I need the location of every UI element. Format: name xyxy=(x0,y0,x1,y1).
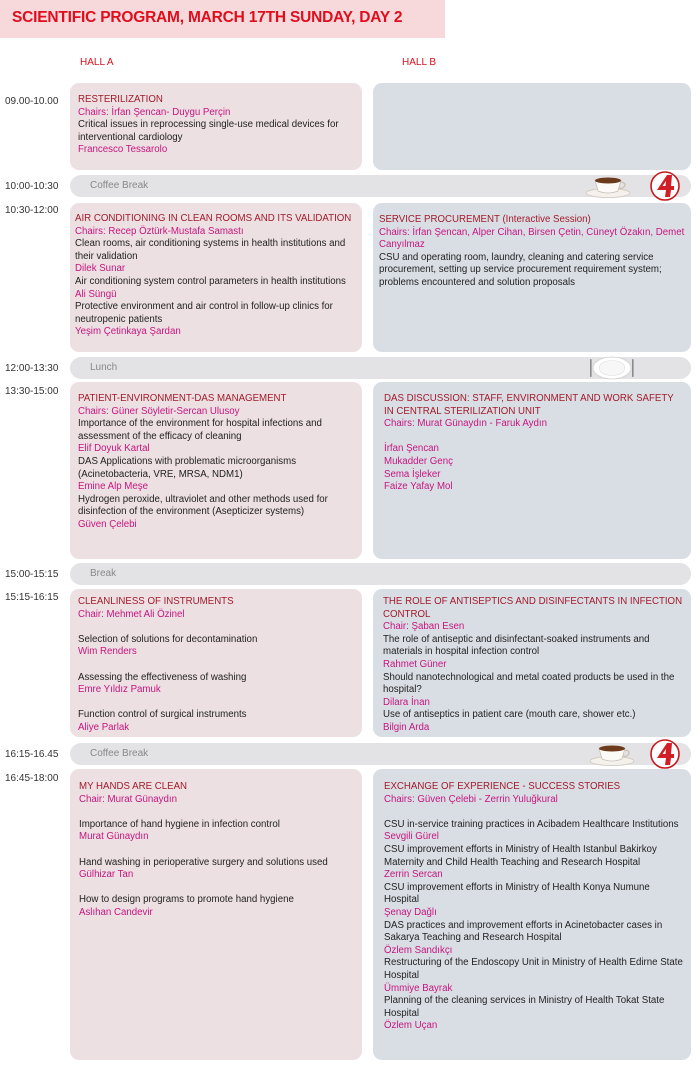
session-chairs: Chairs: İrfan Şencan- Duygu Perçin xyxy=(78,106,231,118)
speaker-name: Ali Süngü xyxy=(75,288,117,300)
session-my-hands-are-clean xyxy=(70,769,362,1060)
time-slot: 10:00-10:30 xyxy=(5,181,59,192)
talk-title: CSU in-service training practices in Acibadem Healthcare Institutions xyxy=(384,818,679,830)
time-slot: 16:15-16.45 xyxy=(5,749,59,760)
session-title: THE ROLE OF ANTISEPTICS AND DISINFECTANTS IN INFECTION CONTROL xyxy=(383,596,683,620)
time-slot: 15:00-15:15 xyxy=(5,569,59,580)
talk-title: CSU improvement efforts in Ministry of Health Istanbul Bakirkoy Maternity and Child Health Teaching and Research Hospital xyxy=(384,843,657,868)
session-service-procurement xyxy=(373,203,691,352)
speaker-name: Gülhizar Tan xyxy=(79,869,134,881)
session-chairs: Chair: Şaban Esen xyxy=(383,621,465,633)
speaker-name: Dilek Sunar xyxy=(75,263,126,275)
talk-title: Use of antiseptics in patient care (mouth care, shower etc.) xyxy=(383,709,636,721)
session-chairs: Chairs: İrfan Şencan, Alper Cihan, Birsen Çetin, Cüneyt Özakın, Demet Canyılmaz xyxy=(379,226,685,251)
talk-title: Hydrogen peroxide, ultraviolet and other methods used for disinfection of the environment (Asepticizer systems) xyxy=(78,493,328,518)
title-bar xyxy=(0,0,445,38)
talk-title: Air conditioning system control parameters in health institutions xyxy=(75,275,346,287)
session-exchange-of-experience xyxy=(373,769,691,1060)
speaker-name: Özlem Uçan xyxy=(384,1020,438,1032)
speaker-name: Zerrin Sercan xyxy=(384,869,443,881)
coffee-cup-icon xyxy=(584,174,632,198)
session-antiseptics-disinfectants xyxy=(373,589,691,737)
speaker-name: Emre Yıldız Pamuk xyxy=(78,684,161,696)
speaker-name: Murat Günaydın xyxy=(79,831,149,843)
speaker-name: Aslıhan Candevir xyxy=(79,906,153,918)
speaker-name: Yeşim Çetinkaya Şardan xyxy=(75,326,181,338)
session-cleanliness-of-instruments xyxy=(70,589,362,737)
session-title: SERVICE PROCUREMENT (Interactive Session) xyxy=(379,214,591,225)
panelist-name: Sema İşleker xyxy=(384,468,441,480)
speaker-name: Francesco Tessarolo xyxy=(78,144,168,156)
talk-title: Restructuring of the Endoscopy Unit in Ministry of Health Edirne State Hospital xyxy=(384,957,683,981)
speaker-name: Şenay Dağlı xyxy=(384,906,437,918)
talk-title: Hand washing in perioperative surgery and solutions used xyxy=(79,856,328,868)
panelist-name: Mukadder Genç xyxy=(384,455,453,467)
time-slot: 09.00-10.00 xyxy=(5,96,59,107)
coffee-cup-icon xyxy=(588,742,636,766)
plate-icon xyxy=(588,356,636,380)
talk-title: Protective environment and air control in follow-up clinics for neutropenic patients xyxy=(75,301,333,325)
session-chairs: Chair: Murat Günaydın xyxy=(79,793,177,805)
time-slot: 12:00-13:30 xyxy=(5,363,59,374)
session-das-discussion xyxy=(373,382,691,559)
session-air-conditioning xyxy=(70,203,362,352)
hall-b-empty-slot xyxy=(373,83,691,170)
speaker-name: Elif Doyuk Kartal xyxy=(78,443,150,455)
session-chairs: Chairs: Recep Öztürk-Mustafa Samastı xyxy=(75,225,244,237)
session-description: CSU and operating room, laundry, cleaning and catering service procurement, setting up service procurement requirement system; problems encountered and solution proposals xyxy=(379,251,662,288)
break-label: Break xyxy=(90,568,117,579)
speaker-name: Ümmiye Bayrak xyxy=(384,982,453,994)
session-title: EXCHANGE OF EXPERIENCE - SUCCESS STORIES xyxy=(384,781,621,792)
talk-title: Assessing the effectiveness of washing xyxy=(78,671,247,683)
panelist-name: İrfan Şencan xyxy=(384,443,439,455)
talk-title: DAS Applications with problematic microorganisms (Acinetobacteria, VRE, MRSA, NDM1) xyxy=(78,455,297,480)
speaker-name: Aliye Parlak xyxy=(78,721,130,733)
page-title: SCIENTIFIC PROGRAM, MARCH 17TH SUNDAY, DAY 2 xyxy=(12,9,403,26)
speaker-name: Sevgili Gürel xyxy=(384,831,439,843)
session-chairs: Chairs: Murat Günaydın - Faruk Aydın xyxy=(384,418,547,430)
session-title: MY HANDS ARE CLEAN xyxy=(79,781,188,792)
speaker-name: Özlem Sandıkçı xyxy=(384,944,453,956)
talk-title: Critical issues in reprocessing single-use medical devices for interventional cardiology xyxy=(78,119,339,143)
session-chairs: Chairs: Güven Çelebi - Zerrin Yuluğkural xyxy=(384,793,558,805)
break-label: Coffee Break xyxy=(90,748,149,759)
break-label: Coffee Break xyxy=(90,180,149,191)
session-patient-environment xyxy=(70,382,362,559)
speaker-name: Rahmet Güner xyxy=(383,658,447,670)
talk-title: The role of antiseptic and disinfectant-soaked instruments and materials in hospital infection control xyxy=(383,633,650,658)
session-chairs: Chairs: Güner Söyletir-Sercan Ulusoy xyxy=(78,405,240,417)
talk-title: How to design programs to promote hand hygiene xyxy=(79,894,294,906)
talk-title: Function control of surgical instruments xyxy=(78,709,247,721)
talk-title: Importance of hand hygiene in infection control xyxy=(79,818,280,830)
speaker-name: Dilara İnan xyxy=(383,696,430,708)
time-slot: 15:15-16:15 xyxy=(5,592,59,603)
session-title: AIR CONDITIONING IN CLEAN ROOMS AND ITS VALIDATION xyxy=(75,213,352,224)
talk-title: CSU improvement efforts in Ministry of Health Konya Numune Hospital xyxy=(384,881,650,906)
panelist-name: Faize Yafay Mol xyxy=(384,481,453,493)
speaker-name: Emine Alp Meşe xyxy=(78,481,148,493)
session-title: CLEANLINESS OF INSTRUMENTS xyxy=(78,596,234,607)
speaker-name: Wim Renders xyxy=(78,646,137,658)
talk-title: Should nanotechnological and metal coated products be used in the hospital? xyxy=(383,671,675,696)
talk-title: DAS practices and improvement efforts in Acinetobacter cases in Sakarya Teaching and Research Hospital xyxy=(384,919,663,944)
time-slot: 16:45-18:00 xyxy=(5,773,59,784)
talk-title: Importance of the environment for hospital infections and assessment of the efficacy of cleaning xyxy=(78,418,322,442)
brand-logo-4-icon xyxy=(650,171,680,201)
speaker-name: Güven Çelebi xyxy=(78,518,137,530)
talk-title: Planning of the cleaning services in Ministry of Health Tokat State Hospital xyxy=(384,995,665,1019)
session-title: PATIENT-ENVIRONMENT-DAS MANAGEMENT xyxy=(78,393,287,404)
hall-a-header: HALL A xyxy=(80,57,114,68)
break-label: Lunch xyxy=(90,362,118,373)
speaker-name: Bilgin Arda xyxy=(383,721,430,733)
brand-logo-4-icon xyxy=(650,739,680,769)
session-chairs: Chair: Mehmet Ali Özinel xyxy=(78,608,185,620)
session-resterilization xyxy=(70,83,362,170)
hall-b-header: HALL B xyxy=(402,57,437,68)
time-slot: 13:30-15:00 xyxy=(5,386,59,397)
session-title: RESTERILIZATION xyxy=(78,94,163,105)
session-title: DAS DISCUSSION: STAFF, ENVIRONMENT AND WORK SAFETY IN CENTRAL STERILIZATION UNIT xyxy=(384,393,674,417)
time-slot: 10:30-12:00 xyxy=(5,205,59,216)
break-row xyxy=(70,563,691,585)
talk-title: Clean rooms, air conditioning systems in health institutions and their validation xyxy=(75,238,346,262)
talk-title: Selection of solutions for decontamination xyxy=(78,633,258,645)
